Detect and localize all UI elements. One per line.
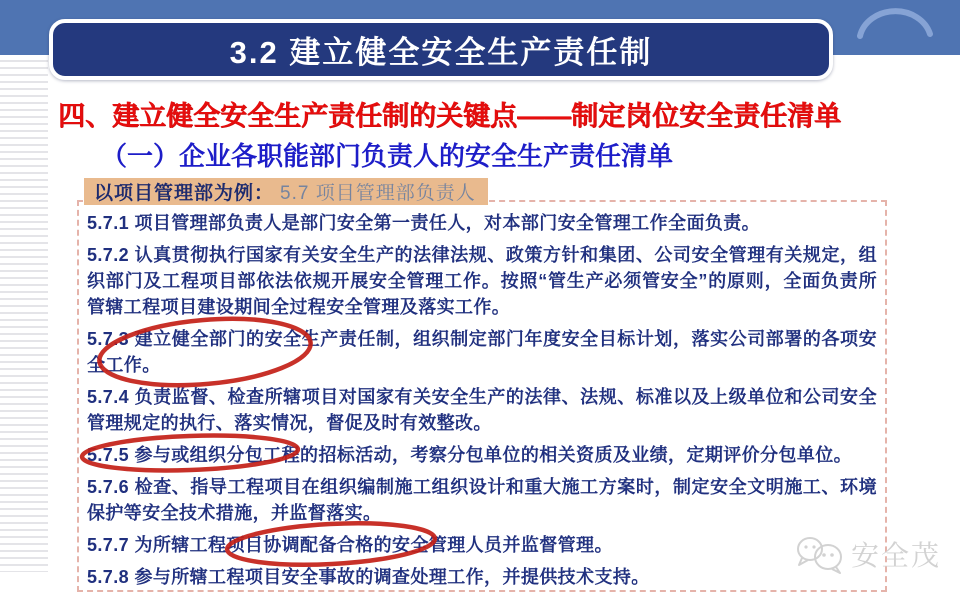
item-number: 5.7.5 bbox=[87, 445, 130, 465]
watermark bbox=[794, 534, 941, 574]
item-number: 5.7.3 bbox=[87, 329, 130, 349]
example-label-bold: 以项目管理部为例： bbox=[94, 183, 275, 204]
item-number: 5.7.8 bbox=[87, 567, 130, 587]
item-number: 5.7.6 bbox=[87, 477, 130, 497]
example-label-reference: 5.7 项目管理部负责人 bbox=[280, 183, 476, 204]
item-text: 参与所辖工程项目安全事故的调查处理工作，并提供技术支持。 bbox=[134, 567, 650, 587]
responsibility-item bbox=[87, 384, 877, 436]
chat-bubbles-icon bbox=[794, 534, 846, 574]
left-stripe-decoration bbox=[0, 55, 48, 572]
responsibility-item bbox=[87, 474, 877, 526]
responsibility-list-box bbox=[77, 200, 887, 592]
item-number: 5.7.2 bbox=[87, 245, 130, 265]
slide-title-bar bbox=[49, 19, 833, 80]
item-text: 检查、指导工程项目在组织编制施工组织设计和重大施工方案时，制定安全文明施工、环境保护等安全技术措施，并监督落实。 bbox=[87, 477, 878, 523]
item-text: 项目管理部负责人是部门安全第一责任人，对本部门安全管理工作全面负责。 bbox=[134, 213, 761, 233]
example-label bbox=[84, 178, 488, 205]
item-number: 5.7.7 bbox=[87, 535, 130, 555]
subsection-heading-blue: （一）企业各职能部门负责人的安全生产责任清单 bbox=[101, 141, 674, 171]
slide-title: 3.2 建立健全安全生产责任制 bbox=[229, 35, 653, 70]
responsibility-item bbox=[87, 442, 877, 468]
item-text: 建立健全部门的安全生产责任制，组织制定部门年度安全目标计划，落实公司部署的各项安全工作。 bbox=[87, 329, 878, 375]
section-heading-red: 四、建立健全安全生产责任制的关键点——制定岗位安全责任清单 bbox=[58, 101, 841, 131]
responsibility-item bbox=[87, 210, 877, 236]
item-text: 负责监督、检查所辖项目对国家有关安全生产的法律、法规、标准以及上级单位和公司安全管理规定的执行、落实情况，督促及时有效整改。 bbox=[87, 387, 878, 433]
item-number: 5.7.4 bbox=[87, 387, 130, 407]
responsibility-item bbox=[87, 564, 877, 590]
crescent-decoration-icon bbox=[856, 7, 934, 39]
responsibility-item bbox=[87, 532, 877, 558]
responsibility-item bbox=[87, 326, 877, 378]
responsibility-item bbox=[87, 242, 877, 320]
item-text: 为所辖工程项目协调配备合格的安全管理人员并监督管理。 bbox=[134, 535, 613, 555]
item-text: 认真贯彻执行国家有关安全生产的法律法规、政策方针和集团、公司安全管理有关规定，组织部门及工程项目部依法依规开展安全管理工作。按照“管生产必须管安全”的原则，全面负责所管辖工程项目建设期间全过程安全管理及落实工作。 bbox=[87, 245, 878, 317]
watermark-label: 安全茂 bbox=[851, 540, 942, 571]
item-text: 参与或组织分包工程的招标活动，考察分包单位的相关资质及业绩，定期评价分包单位。 bbox=[134, 445, 853, 465]
item-number: 5.7.1 bbox=[87, 213, 130, 233]
